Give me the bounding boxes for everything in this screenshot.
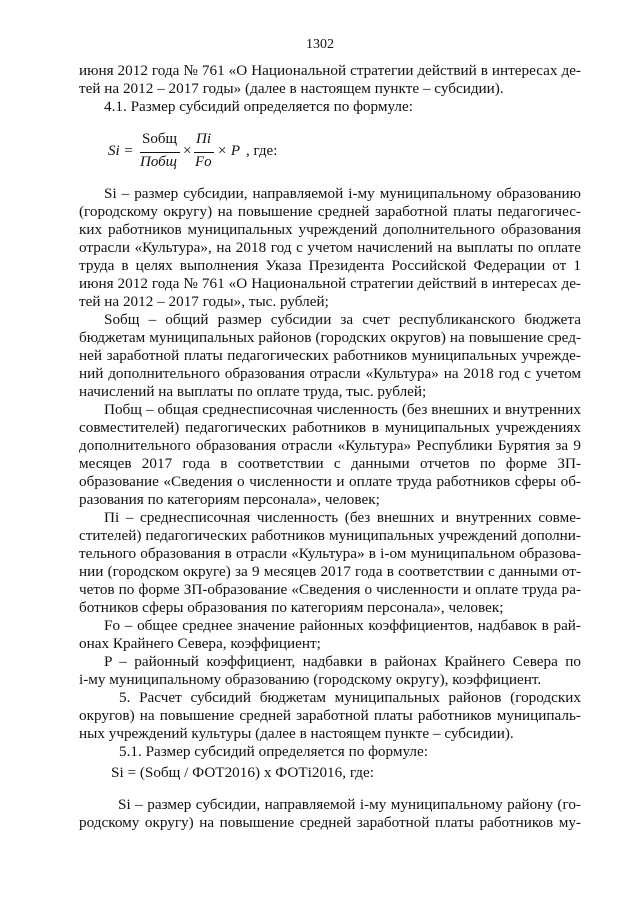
- formula-denominator-2: Fo: [195, 154, 212, 170]
- text-line: ботников сферы образования по категориям персонала», человек;: [79, 599, 504, 616]
- formula-5-1: Si = (Sобщ / ФОТ2016) х ФОТi2016, где:: [111, 764, 374, 781]
- formula-denominator-1: Побщ: [140, 154, 178, 170]
- text-line: июня 2012 года № 761 «О Национальной стратегии действий в интересах де-: [79, 275, 581, 292]
- text-line: Побщ – общая среднесписочная численность (без внешних и внутренних: [104, 401, 581, 418]
- formula-times: ×: [183, 143, 192, 159]
- formula-gde: , где:: [246, 143, 278, 159]
- text-line: онах Крайнего Севера, коэффициент;: [79, 635, 321, 652]
- page-number: 1302: [306, 37, 334, 52]
- text-line: ных учреждений культуры (далее в настоящем пункте – субсидии).: [79, 725, 514, 742]
- text-line: 4.1. Размер субсидий определяется по формуле:: [104, 98, 413, 115]
- formula-tail: × P: [217, 143, 241, 159]
- text-line: труда в целях выполнения Указа Президента Российской Федерации от 1: [79, 257, 581, 274]
- text-line: Пi – среднесписочная численность (без внешних и внутренних совме-: [104, 509, 581, 526]
- text-line: стителей) педагогических работников муниципальных учреждений дополни-: [79, 527, 581, 544]
- formula-numerator-2: Пi: [196, 131, 211, 147]
- text-line: совместителей) педагогических работников в муниципальных учреждениях: [79, 419, 581, 436]
- text-line: разования по категориям персонала», человек;: [79, 491, 380, 508]
- formula-numerator-1: Sобщ: [142, 131, 178, 147]
- text-line: Si – размер субсидии, направляемой i-му муниципальному району (го-: [118, 796, 581, 813]
- text-line: дополнительного образования отрасли «Культура» Республики Бурятия за 9: [79, 437, 581, 454]
- text-line: 5. Расчет субсидий бюджетам муниципальных районов (городских: [119, 689, 581, 706]
- text-line: i-му муниципальному образованию (городскому округу), коэффициент.: [79, 671, 542, 688]
- text-line: Si – размер субсидии, направляемой i-му муниципальному образованию: [104, 185, 581, 202]
- text-line: (городскому округу) на повышение средней заработной платы педагогичес-: [79, 203, 581, 220]
- text-line: P – районный коэффициент, надбавки в районах Крайнего Севера по: [104, 653, 581, 670]
- text-line: округов) на повышение средней заработной платы работников муниципаль-: [79, 707, 581, 724]
- text-line: тей на 2012 – 2017 годы», тыс. рублей;: [79, 293, 329, 310]
- text-line: ких работников муниципальных учреждений дополнительного образования: [79, 221, 581, 238]
- text-line: ней заработной платы педагогических работников муниципальных учрежде-: [79, 347, 581, 364]
- formula-lhs: Si =: [108, 143, 134, 159]
- text-line: нии (городском округе) за 9 месяцев 2017 года в соответствии с данными от-: [79, 563, 581, 580]
- fraction-bar-2: [194, 152, 214, 153]
- text-line: начислений на выплаты по оплате труда, тыс. рублей;: [79, 383, 427, 400]
- text-line: тельного образования в отрасли «Культура» в i-ом муниципальном образова-: [79, 545, 581, 562]
- text-line: четов по форме ЗП-образование «Сведения о численности и оплате труда ра-: [79, 581, 581, 598]
- text-line: родскому округу) на повышение средней заработной платы работников му-: [79, 814, 581, 831]
- text-line: образование «Сведения о численности и оплате труда работников сферы об-: [79, 473, 581, 490]
- fraction-bar-1: [140, 152, 180, 153]
- text-line: Sобщ – общий размер субсидии за счет республиканского бюджета: [104, 311, 581, 328]
- text-line: месяцев 2017 года в соответствии с данными отчетов по форме ЗП-: [79, 455, 581, 472]
- text-line: 5.1. Размер субсидий определяется по формуле:: [119, 743, 428, 760]
- text-line: отрасли «Культура», на 2018 год с учетом начислений на выплаты по оплате: [79, 239, 581, 256]
- text-line: бюджетам муниципальных районов (городских округов) на повышение сред-: [79, 329, 581, 346]
- text-line: тей на 2012 – 2017 годы» (далее в настоящем пункте – субсидии).: [79, 80, 504, 97]
- text-line: июня 2012 года № 761 «О Национальной стратегии действий в интересах де-: [79, 62, 581, 79]
- text-line: ний дополнительного образования отрасли «Культура» на 2018 год с учетом: [79, 365, 581, 382]
- text-line: Fo – общее среднее значение районных коэффициентов, надбавок в рай-: [104, 617, 581, 634]
